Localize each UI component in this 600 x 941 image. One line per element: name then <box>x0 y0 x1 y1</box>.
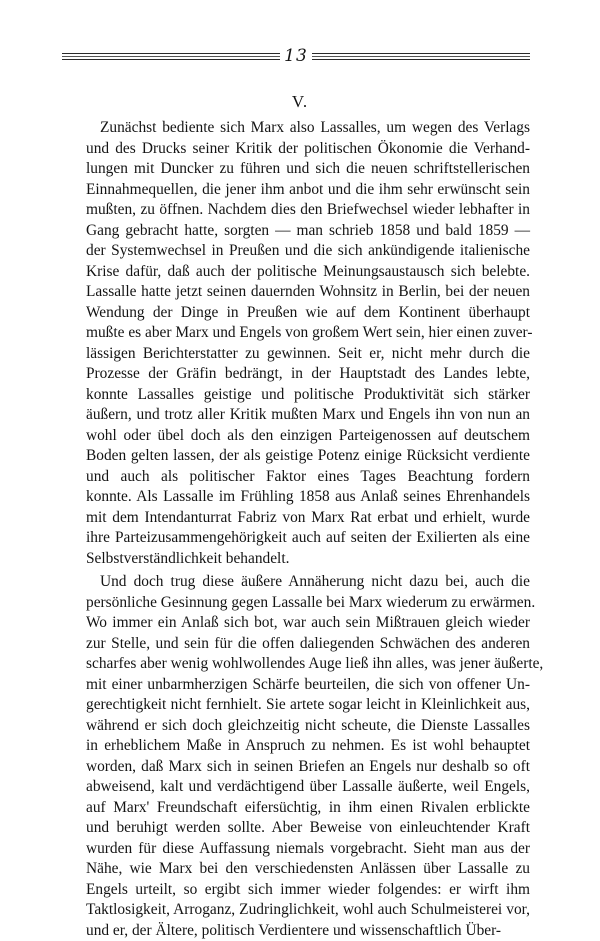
text-line: mit dem Intendanturrat Fabriz von Marx Rat erbat und erhielt, wurde <box>86 508 530 529</box>
chapter-heading: V. <box>0 92 600 112</box>
text-line: wohl oder übel doch als den einzigen Parteigenossen auf deutschem <box>86 426 530 447</box>
body-text <box>86 118 530 941</box>
text-line: Boden gelten lassen, der als geistige Potenz einige Rücksicht verdiente <box>86 446 530 467</box>
text-line: Nähe, wie Marx bei den verschiedensten Anlässen über Lassalle zu <box>86 859 530 880</box>
text-line: gerechtigkeit nicht fernhielt. Sie artete sogar leicht in Kleinlichkeit aus, <box>86 695 530 716</box>
text-line: persönliche Gesinnung gegen Lassalle bei Marx wiederum zu erwärmen. <box>86 593 530 614</box>
text-line: Und doch trug diese äußere Annäherung nicht dazu bei, auch die <box>86 572 530 593</box>
text-line: Lassalle hatte jetzt seinen dauernden Wohnsitz in Berlin, bei der neuen <box>86 282 530 303</box>
text-line: und er, der Ältere, politisch Verdientere und wissenschaftlich Über- <box>86 921 530 941</box>
page-number: 13 <box>280 46 312 66</box>
text-line: scharfes aber wenig wohlwollendes Auge ließ ihn alles, was jener äußerte, <box>86 654 530 675</box>
text-line: konnte Lassalles geistige und politische Produktivität sich stärker <box>86 385 530 406</box>
text-line: abweisend, kalt und verdächtigend über Lassalle äußerte, weil Engels, <box>86 777 530 798</box>
text-line: und auch als politischer Faktor eines Tages Beachtung fordern <box>86 467 530 488</box>
text-line: mit einer unbarmherzigen Schärfe beurteilen, die sich von offener Un- <box>86 675 530 696</box>
text-line: Zunächst bediente sich Marx also Lassalles, um wegen des Verlags <box>86 118 530 139</box>
text-line: Einnahmequellen, die jener ihm anbot und die ihm sehr erwünscht sein <box>86 180 530 201</box>
text-line: Selbstverständlichkeit behandelt. <box>86 549 530 570</box>
text-line: äußern, und trotz aller Kritik mußten Marx und Engels ihn von nun an <box>86 405 530 426</box>
text-line: und beruhigt werden sollte. Aber Beweise von einleuchtender Kraft <box>86 818 530 839</box>
paragraph <box>86 118 530 569</box>
text-line: in erheblichem Maße in Anspruch zu nehmen. Es ist wohl behauptet <box>86 736 530 757</box>
header-rule-right <box>312 53 530 60</box>
header-rule-left <box>62 53 280 60</box>
text-line: wurden für diese Auffassung niemals vorgebracht. Sieht man aus der <box>86 839 530 860</box>
text-line: worden, daß Marx sich in seinen Briefen an Engels nur deshalb so oft <box>86 757 530 778</box>
text-line: mußten, zu öffnen. Nachdem dies den Briefwechsel wieder lebhafter in <box>86 200 530 221</box>
text-line: Taktlosigkeit, Arroganz, Zudringlichkeit, wohl auch Schulmeisterei vor, <box>86 900 530 921</box>
text-line: mußte es aber Marx und Engels von großem Wert sein, hier einen zuver- <box>86 323 530 344</box>
text-line: und des Drucks seiner Kritik der politischen Ökonomie die Verhand- <box>86 139 530 160</box>
text-line: Wendung der Dinge in Preußen wie auf dem Kontinent überhaupt <box>86 303 530 324</box>
text-line: Prozesse der Gräfin bedrängt, in der Hauptstadt des Landes lebte, <box>86 364 530 385</box>
text-line: der Systemwechsel in Preußen und die sich ankündigende italienische <box>86 241 530 262</box>
text-line: Krise dafür, daß auch der politische Meinungsaustausch sich belebte. <box>86 262 530 283</box>
text-line: zur Stelle, und sein für die offen daliegenden Schwächen des anderen <box>86 634 530 655</box>
text-line: lässigen Berichterstatter zu gewinnen. Seit er, nicht mehr durch die <box>86 344 530 365</box>
text-line: während er sich doch gleichzeitig nicht scheute, die Dienste Lassalles <box>86 716 530 737</box>
paragraph <box>86 572 530 941</box>
text-line: Wo immer ein Anlaß sich bot, war auch sein Mißtrauen gleich wieder <box>86 613 530 634</box>
text-line: Gang gebracht hatte, sorgten — man schrieb 1858 und bald 1859 — <box>86 221 530 242</box>
text-line: konnte. Als Lassalle im Frühling 1858 aus Anlaß seines Ehrenhandels <box>86 487 530 508</box>
text-line: auf Marx' Freundschaft eifersüchtig, in ihm einen Rivalen erblickte <box>86 798 530 819</box>
text-line: Engels urteilt, so ergibt sich immer wieder folgendes: er wirft ihm <box>86 880 530 901</box>
text-line: ihre Parteizusammengehörigkeit auch auf seiten der Exilierten als eine <box>86 528 530 549</box>
page-header <box>62 44 530 68</box>
text-line: lungen mit Duncker zu führen und sich die neuen schriftstellerischen <box>86 159 530 180</box>
